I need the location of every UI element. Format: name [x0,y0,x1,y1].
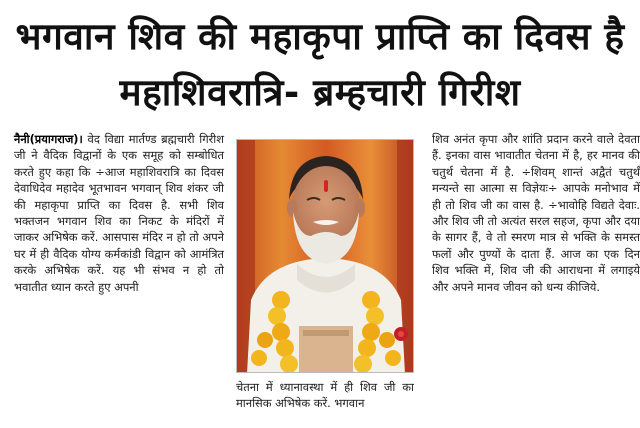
article-column-3 [432,131,640,295]
dateline: नैनी(प्रयागराज)। [14,132,83,146]
article-column-1 [14,131,224,295]
article-column-1-text: वेद विद्या मार्तण्ड ब्रह्मचारी गिरीश जी ने वैदिक विद्वानों के एक समूह को सम्बोधित करते हुए कहा कि ÷आज महाशिवरात्रि का दिवस देवाधिदेव महादेव भूतभावन भगवान् शिव शंकर जी की महाकृपा प्राप्ति का दिवस है. सभी शिव भक्तजन भगवान शिव का निकट के मंदिरों में जाकर अभिषेक करें. आसपास मंदिर न हो तो अपने घर में ही वैदिक योग्य कर्मकांडी विद्वान को आमंत्रित करके अभिषेक करें. यह भी संभव न हो तो भवातीत ध्यान करते हुए अपनी [14,132,224,294]
portrait-photo [236,139,414,373]
headline-line-2: महाशिवरात्रि- ब्रम्हचारी गिरीश [119,71,521,114]
tilak-mark [324,180,328,192]
article-column-3-text: शिव अनंत कृपा और शांति प्रदान करने वाले देवता हैं. इनका वास भावातीत चेतना में है, हर मानव की चतुर्थ चेतना में है. ÷शिवम् शान्तं अद्वैतं चतुर्थं मन्यन्ते सा आत्मा स विज्ञेयः÷ आपके मनोभाव में ही तो शिव जी का वास है. ÷भावोहि विद्यते देवाः. और शिव जी तो अत्यंत सरल सहज, कृपा और दया के सागर हैं, वे तो स्मरण मात्र से भक्ति के समस्त फलों और पुण्यों के दाता हैं. आज का एक दिन शिव भक्ति में, शिव जी की आराधना में लगाइये और अपने मानव जीवन को धन्य कीजिये. [432,132,640,294]
headline-line-1: भगवान शिव की महाकृपा प्राप्ति का दिवस है [15,15,625,58]
article-column-2-text: चेतना में ध्यानावस्था में ही शिव जी का मानसिक अभिषेक करें. भगवान [236,380,414,411]
portrait-illustration [237,140,414,373]
